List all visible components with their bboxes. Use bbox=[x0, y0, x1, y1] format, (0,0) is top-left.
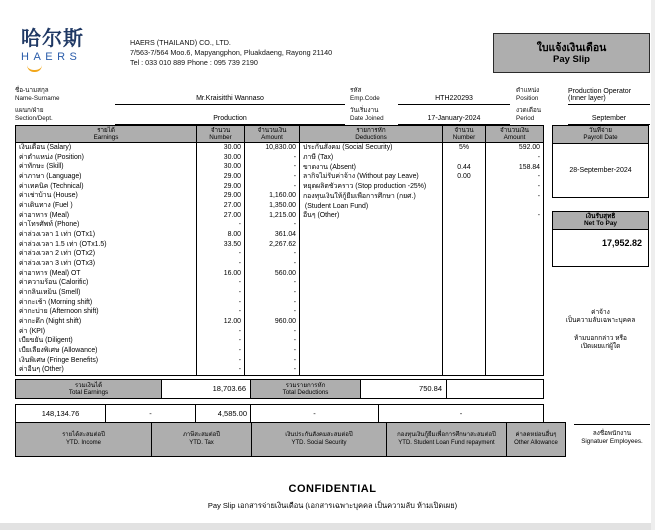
deduction-row-amount bbox=[486, 202, 543, 212]
earnings-row-number: - bbox=[238, 298, 241, 306]
earnings-row-label: ค่าเช่าบ้าน (House) bbox=[19, 192, 78, 200]
amount-header: จำนวนเงิน Amount bbox=[245, 126, 299, 143]
deduction-row-label: (Student Loan Fund) bbox=[303, 202, 369, 210]
earnings-row-label: ค่าอาหาร (Meal) bbox=[19, 211, 70, 219]
deduction-row-label: ภาษี (Tax) bbox=[303, 153, 334, 161]
earnings-row-label: ค่าเดินทาง (Fuel ) bbox=[19, 201, 73, 209]
earnings-row-label: ค่ากะเช้า (Morning shift) bbox=[19, 298, 93, 306]
deduction-row-label: กองทุนเงินให้กู้ยืมเพื่อการศึกษา (กยศ.) bbox=[303, 192, 416, 200]
amount-header: จำนวนเงิน Amount bbox=[486, 126, 543, 143]
earnings-row-label: ค่าภาษา (Language) bbox=[19, 172, 82, 180]
earnings-row-number: - bbox=[238, 308, 241, 316]
earnings-row-label: ค่าล่วงเวลา 1.5 เท่า (OTx1.5) bbox=[19, 240, 107, 248]
earnings-row-label: ค่าเทคนิค (Technical) bbox=[19, 182, 84, 190]
earnings-row-label: ค่าโทรศัพท์ (Phone) bbox=[19, 221, 80, 229]
payroll-date-value: 28-September-2024 bbox=[569, 166, 632, 174]
earnings-row-amount: - bbox=[293, 153, 296, 161]
document-header bbox=[15, 28, 650, 85]
earnings-row-amount: 560.00 bbox=[274, 269, 296, 277]
earnings-row-amount: 1,160.00 bbox=[269, 192, 296, 200]
earnings-row-label: ค่าความร้อน (Calorific) bbox=[19, 279, 89, 287]
earnings-row-number: - bbox=[238, 327, 241, 335]
earnings-row-amount: 361.04 bbox=[274, 230, 296, 238]
ytd-tax-value: - bbox=[105, 405, 195, 423]
earnings-row-amount: - bbox=[293, 163, 296, 171]
deduction-row-label: หยุดผลิตชั่วคราว (Stop production -25%) bbox=[303, 183, 427, 190]
totals-row bbox=[15, 379, 544, 399]
earnings-row-label: ค่าอื่นๆ (Other) bbox=[19, 366, 64, 374]
earnings-number-column bbox=[196, 126, 244, 375]
earnings-row-number: - bbox=[238, 366, 241, 374]
logo-latin-text: HAERS bbox=[21, 51, 82, 63]
earnings-row-number: - bbox=[238, 221, 241, 229]
ytd-income-label: รายได้สะสมต่อปี YTD. Income bbox=[16, 423, 151, 456]
confidential-subtitle: Pay Slip เอกสารจ่ายเงินเดือน (เอกสารเฉพาะบุคคล เป็นความลับ ห้ามเปิดเผย) bbox=[207, 501, 458, 510]
deduction-row-number: 5% bbox=[459, 144, 469, 151]
name-label: ชื่อ-นามสกุล Name-Surname bbox=[15, 87, 60, 102]
date-joined-value: 17-January-2024 bbox=[398, 105, 510, 125]
earnings-row-amount: 1,215.00 bbox=[269, 211, 296, 219]
position-label: ตำแหน่ง Position bbox=[516, 87, 540, 102]
position-value: Production Operator (Inner layer) bbox=[568, 85, 650, 105]
emp-code-label: รหัส Emp.Code bbox=[350, 87, 380, 102]
total-deductions-label: รวมรายการหัก Total Deductions bbox=[250, 380, 361, 398]
logo-chinese-text: 哈尔斯 bbox=[21, 28, 84, 50]
deduction-row-amount: 592.00 bbox=[518, 144, 540, 151]
company-address: 7/563-7/564 Moo.6, Mapyangphon, Pluakdaeng, Rayong 21140 bbox=[130, 48, 333, 57]
earnings-row-label: ค่าอาหาร (Meal) OT bbox=[19, 269, 81, 277]
earnings-row-number: 12.00 bbox=[223, 317, 241, 325]
earnings-row-number: 16.00 bbox=[223, 269, 241, 277]
earnings-row-amount: - bbox=[293, 298, 296, 306]
total-deductions-value: 750.84 bbox=[419, 384, 442, 393]
earnings-row-amount: - bbox=[293, 288, 296, 296]
pay-slip-title-th: ใบแจ้งเงินเดือน bbox=[536, 41, 607, 54]
totals-empty-cell bbox=[446, 380, 543, 398]
deduction-row-amount: - bbox=[537, 153, 540, 161]
employee-name-value: Mr.Kraisitthi Wannaso bbox=[115, 85, 345, 105]
deduction-row-number: 0.44 bbox=[457, 163, 471, 171]
earnings-row-label: เบี้ยขยัน (Diligent) bbox=[19, 337, 73, 345]
main-section bbox=[15, 125, 650, 376]
earnings-row-number: - bbox=[238, 250, 241, 258]
date-joined-label: วันเริ่มงาน Date Joined bbox=[350, 107, 384, 122]
payroll-date-header: วันที่จ่าย Payroll Date bbox=[553, 126, 648, 144]
number-header: จำนวน Number bbox=[197, 126, 244, 143]
deductions-amount-column bbox=[485, 126, 543, 375]
earnings-row-label: ค่าล่วงเวลา 2 เท่า (OTx2) bbox=[19, 250, 96, 258]
earnings-row-amount: 1,350.00 bbox=[269, 201, 296, 209]
deduction-row-amount: - bbox=[537, 192, 540, 200]
document-footer bbox=[15, 483, 650, 512]
earnings-row-amount: - bbox=[293, 356, 296, 364]
payroll-date-box bbox=[552, 125, 649, 198]
pay-slip-title-en: Pay Slip bbox=[553, 53, 590, 65]
period-label: งวดเดือน Period bbox=[516, 107, 542, 122]
earnings-label-column bbox=[16, 126, 196, 375]
earnings-row-label: เงินพิเศษ (Fringe Benefits) bbox=[19, 356, 99, 364]
company-info bbox=[130, 28, 493, 68]
ytd-student-loan-label: กองทุนเงินกู้ยืมเพื่อการศึกษาสะสมต่อปี YTD. Student Loan Fund repayment bbox=[386, 423, 506, 456]
earnings-row-number: 27.00 bbox=[223, 211, 241, 219]
earnings-header: รายได้ Earnings bbox=[16, 126, 196, 143]
earnings-row-amount: - bbox=[293, 366, 296, 374]
earnings-row-label: ค่ากะบ่าย (Afternoon shift) bbox=[19, 308, 99, 316]
earnings-row-label: ค่าล่วงเวลา 3 เท่า (OTx3) bbox=[19, 259, 96, 267]
logo-smile-icon bbox=[27, 65, 42, 72]
earnings-amount-column bbox=[244, 126, 299, 375]
deduction-row-amount: 158.84 bbox=[518, 163, 540, 171]
earnings-row-amount: - bbox=[293, 172, 296, 180]
ytd-tax-label: ภาษีสะสมต่อปี YTD. Tax bbox=[151, 423, 251, 456]
earnings-row-number: 8.00 bbox=[227, 230, 241, 238]
earnings-row-amount: 10,830.00 bbox=[265, 143, 296, 151]
deductions-number-column bbox=[442, 126, 485, 375]
earnings-row-number: - bbox=[238, 279, 241, 287]
earnings-row-label: ค่าตำแหน่ง (Position) bbox=[19, 153, 84, 161]
other-allowance-value: - bbox=[378, 405, 543, 423]
earnings-row-number: - bbox=[238, 356, 241, 364]
earnings-row-number: 30.00 bbox=[223, 153, 241, 161]
earnings-row-label: ค่าล่วงเวลา 1 เท่า (OTx1) bbox=[19, 230, 96, 238]
deduction-row-label: อื่นๆ (Other) bbox=[303, 212, 340, 220]
confidential-title: CONFIDENTIAL bbox=[288, 483, 377, 495]
pay-slip-title-box bbox=[493, 33, 650, 73]
earnings-row-label: ค่า (KPI) bbox=[19, 327, 46, 335]
earnings-row-amount: - bbox=[293, 182, 296, 190]
deduction-row-number bbox=[443, 182, 485, 192]
deduction-row-number bbox=[443, 202, 485, 212]
deduction-row-label: ประกันสังคม (Social Security) bbox=[303, 144, 393, 151]
confidential-note: ค่าจ้าง เป็นความลับเฉพาะบุคคล ห้ามบอกกล่าว หรือ เปิดเผยแก่ผู้ใด bbox=[565, 308, 636, 351]
page-bottom-edge bbox=[0, 523, 655, 530]
earnings-row-number: 30.00 bbox=[223, 143, 241, 151]
ytd-labels-row bbox=[15, 422, 566, 457]
ytd-values-row bbox=[15, 404, 544, 424]
deduction-row-amount: - bbox=[537, 173, 540, 181]
number-header: จำนวน Number bbox=[443, 126, 485, 143]
signature-line bbox=[574, 424, 650, 425]
payroll-right-column bbox=[552, 125, 649, 376]
period-value: September bbox=[568, 105, 650, 125]
earnings-row-amount: - bbox=[293, 279, 296, 287]
deduction-row-amount: - bbox=[537, 183, 540, 190]
earnings-row-amount: 2,267.62 bbox=[269, 240, 296, 248]
earnings-deductions-table bbox=[15, 125, 544, 376]
earnings-row-amount: - bbox=[293, 308, 296, 316]
earnings-row-label: ค่ากะดึก (Night shift) bbox=[19, 317, 82, 325]
earnings-row-number: 29.00 bbox=[223, 172, 241, 180]
employee-info-row bbox=[15, 85, 650, 105]
earnings-row-label: เบี้ยเลี้ยงพิเศษ (Allowance) bbox=[19, 346, 98, 354]
deduction-row-number: 0.00 bbox=[457, 173, 471, 181]
earnings-row-number: - bbox=[238, 259, 241, 267]
net-to-pay-value: 17,952.82 bbox=[601, 237, 642, 248]
emp-code-value: HTH220293 bbox=[398, 85, 510, 105]
earnings-row-label: เงินเดือน (Salary) bbox=[19, 143, 72, 151]
net-to-pay-header: เงินรับสุทธิ Net To Pay bbox=[553, 212, 648, 230]
dept-label: แผนก/ฝ่าย Section/Dept. bbox=[15, 107, 53, 122]
earnings-row-amount: - bbox=[293, 221, 296, 229]
company-name: HAERS (THAILAND) CO., LTD. bbox=[130, 38, 231, 47]
employee-info-section bbox=[15, 85, 650, 125]
earnings-row-label: ค่ากลิ่นเหม็น (Smell) bbox=[19, 288, 81, 296]
employee-signature-area: ลงชื่อพนักงาน Signatuer Employees. bbox=[574, 422, 650, 457]
employee-info-row bbox=[15, 105, 650, 125]
net-to-pay-box bbox=[552, 211, 649, 267]
earnings-row-amount: 960.00 bbox=[274, 317, 296, 325]
earnings-row-number: - bbox=[238, 346, 241, 354]
page-right-edge bbox=[651, 0, 655, 530]
ytd-labels-section bbox=[15, 422, 650, 457]
deduction-row-label: ขาดงาน (Absent) bbox=[303, 163, 356, 171]
deductions-header: รายการหัก Deductions bbox=[300, 126, 442, 143]
total-earnings-value: 18,703.66 bbox=[212, 384, 246, 393]
company-phone: Tel : 033 010 889 Phone : 095 739 2190 bbox=[130, 58, 258, 67]
ytd-student-loan-value: - bbox=[250, 405, 378, 423]
dept-value: Production bbox=[115, 105, 345, 125]
ytd-social-security-label: เงินประกันสังคมสะสมต่อปี YTD. Social Security bbox=[251, 423, 386, 456]
earnings-row-number: 27.00 bbox=[223, 201, 241, 209]
earnings-row-amount: - bbox=[293, 259, 296, 267]
deduction-row-number bbox=[443, 211, 485, 221]
deduction-row-number bbox=[443, 192, 485, 202]
ytd-income-value: 148,134.76 bbox=[41, 409, 80, 418]
earnings-row-amount: - bbox=[293, 346, 296, 354]
other-allowance-label: ค่าลดหย่อนอื่นๆ Other Allowance bbox=[506, 423, 565, 456]
total-earnings-label: รวมเงินได้ Total Earnings bbox=[16, 380, 162, 398]
earnings-row-number: 29.00 bbox=[223, 182, 241, 190]
ytd-social-security-value: 4,585.00 bbox=[195, 405, 250, 423]
earnings-row-number: - bbox=[238, 288, 241, 296]
earnings-row-label: ค่าทักษะ (Skill) bbox=[19, 163, 64, 171]
earnings-row-number: 30.00 bbox=[223, 163, 241, 171]
earnings-row-amount: - bbox=[293, 337, 296, 345]
earnings-row-number: 33.50 bbox=[223, 240, 241, 248]
deduction-row-number bbox=[443, 153, 485, 163]
deduction-row-label: ลากิจไม่รับค่าจ้าง (Without pay Leave) bbox=[303, 173, 419, 181]
deduction-row-amount: - bbox=[537, 212, 540, 220]
company-logo bbox=[15, 28, 130, 72]
earnings-row-number: 29.00 bbox=[223, 192, 241, 200]
deductions-label-column bbox=[299, 126, 442, 375]
earnings-row-number: - bbox=[238, 337, 241, 345]
earnings-row-amount: - bbox=[293, 327, 296, 335]
earnings-row-amount: - bbox=[293, 250, 296, 258]
